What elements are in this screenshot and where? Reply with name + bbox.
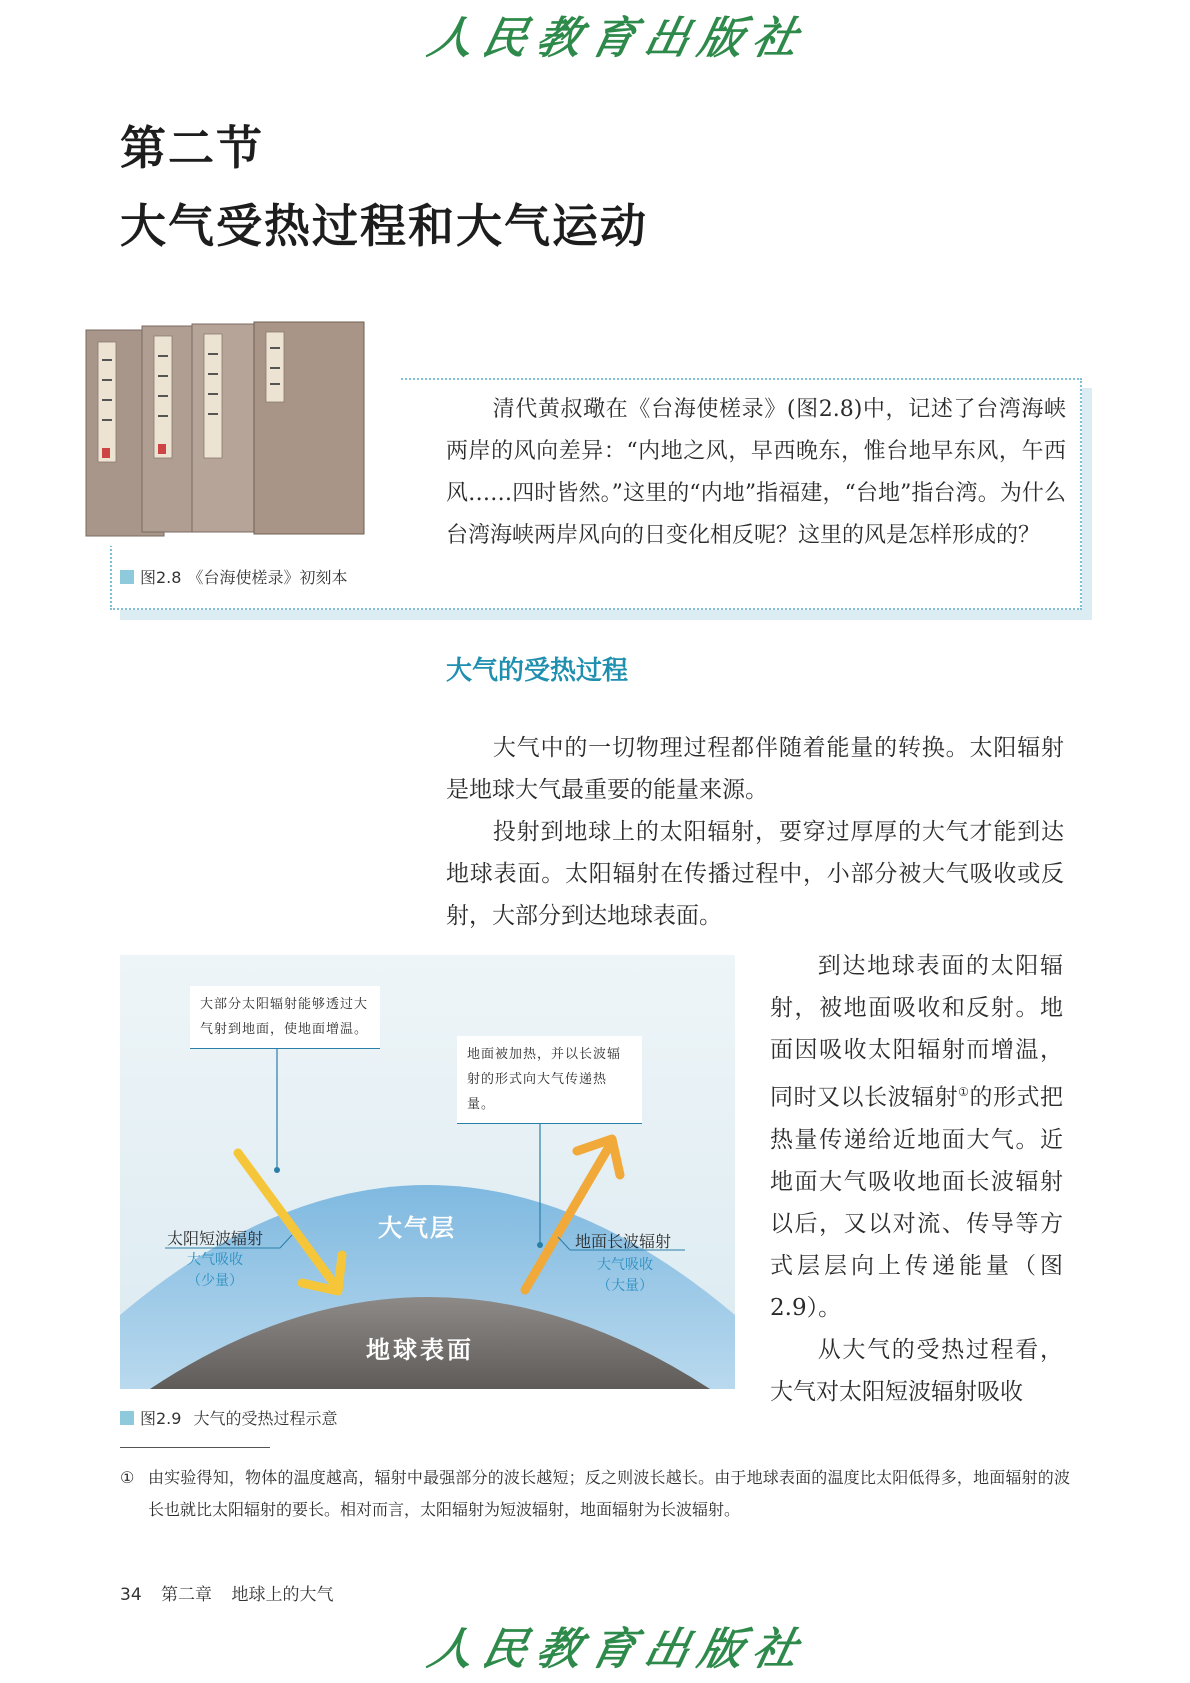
label-shortwave: 太阳短波辐射 xyxy=(167,1229,264,1248)
section-number: 第二节 xyxy=(120,121,264,175)
label-longwave-absorption-2: （大量） xyxy=(597,1278,653,1294)
label-longwave-absorption-1: 大气吸收 xyxy=(597,1257,653,1273)
callout-right-dot xyxy=(537,1242,543,1248)
side-paragraph-a: 到达地球表面的太阳辐射，被地面吸收和反射。地面因吸收太阳辐射而增温，同时又以长波辐射 xyxy=(770,953,1063,1111)
side-paragraph-b: 的形式把热量传递给近地面大气。近地面大气吸收地面长波辐射以后，又以对流、传导等方式层层向上传递能量（图2.9）。 xyxy=(770,1084,1063,1321)
callout-left: 大部分太阳辐射能够透过大气射到地面，使地面增温。 xyxy=(190,986,380,1049)
label-longwave: 地面长波辐射 xyxy=(575,1232,672,1251)
chapter-title: 地球上的大气 xyxy=(231,1585,334,1605)
page-number: 34 xyxy=(120,1585,142,1605)
intro-paragraph: 清代黄叔璥在《台海使槎录》(图2.8)中，记述了台湾海峡两岸的风向差异：“内地之风，早西晚东，惟台地早东风，午西风……四时皆然。”这里的“内地”指福建，“台地”指台湾。为什么台湾海峡两岸风向的日变化相反呢？这里的风是怎样形成的？ xyxy=(446,397,1066,548)
figure-2-9-number: 图2.9 xyxy=(140,1409,182,1428)
body-paragraph-1 xyxy=(446,727,1064,811)
publisher-logo-bottom: 人民教育出版社 xyxy=(423,1624,813,1675)
figure-2-8-number: 图2.8 xyxy=(140,568,182,587)
footnote-mark: ① xyxy=(120,1468,135,1487)
side-paragraph xyxy=(770,945,1063,1413)
figure-2-9-text: 大气的受热过程示意 xyxy=(193,1409,338,1428)
chapter-label: 第二章 xyxy=(161,1585,213,1605)
page-footer xyxy=(120,1580,333,1605)
label-atmosphere: 大气层 xyxy=(378,1214,456,1242)
caption-marker xyxy=(120,570,134,584)
figure-2-8-caption xyxy=(120,565,347,588)
footnote-rule xyxy=(120,1447,270,1448)
body-paragraph-2-text: 投射到地球上的太阳辐射，要穿过厚厚的大气才能到达地球表面。太阳辐射在传播过程中，小部分被大气吸收或反射，大部分到达地球表面。 xyxy=(446,819,1064,929)
intro-text xyxy=(446,389,1066,557)
publisher-logo-top: 人民教育出版社 xyxy=(423,13,813,64)
figure-2-9-caption xyxy=(120,1406,337,1429)
label-shortwave-absorption xyxy=(187,1250,243,1292)
section-title: 大气受热过程和大气运动 xyxy=(120,199,648,253)
footnote xyxy=(120,1462,1070,1526)
callout-right: 地面被加热，并以长波辐射的形式向大气传递热量。 xyxy=(457,1036,642,1124)
body-paragraph-2 xyxy=(446,811,1064,937)
figure-2-8-text: 《台海使槎录》初刻本 xyxy=(187,568,348,587)
callout-left-dot xyxy=(274,1167,280,1173)
side-paragraph-2: 从大气的受热过程看，大气对太阳短波辐射吸收 xyxy=(770,1336,1063,1405)
footnote-text: 由实验得知，物体的温度越高，辐射中最强部分的波长越短；反之则波长越长。由于地球表面的温度比太阳低得多，地面辐射的波长也就比太阳辐射的要长。相对而言，太阳辐射为短波辐射，地面辐射为长波辐射。 xyxy=(148,1468,1070,1519)
book-photo xyxy=(80,320,400,546)
label-earth-surface: 地球表面 xyxy=(366,1336,474,1364)
footnote-ref: ① xyxy=(958,1085,970,1099)
label-longwave-absorption xyxy=(597,1255,653,1297)
heading-heating-process: 大气的受热过程 xyxy=(446,656,629,686)
caption-marker xyxy=(120,1411,134,1425)
body-paragraph-1-text: 大气中的一切物理过程都伴随着能量的转换。太阳辐射是地球大气最重要的能量来源。 xyxy=(446,735,1064,803)
label-shortwave-absorption-2: （少量） xyxy=(187,1273,243,1289)
label-shortwave-absorption-1: 大气吸收 xyxy=(187,1252,243,1268)
